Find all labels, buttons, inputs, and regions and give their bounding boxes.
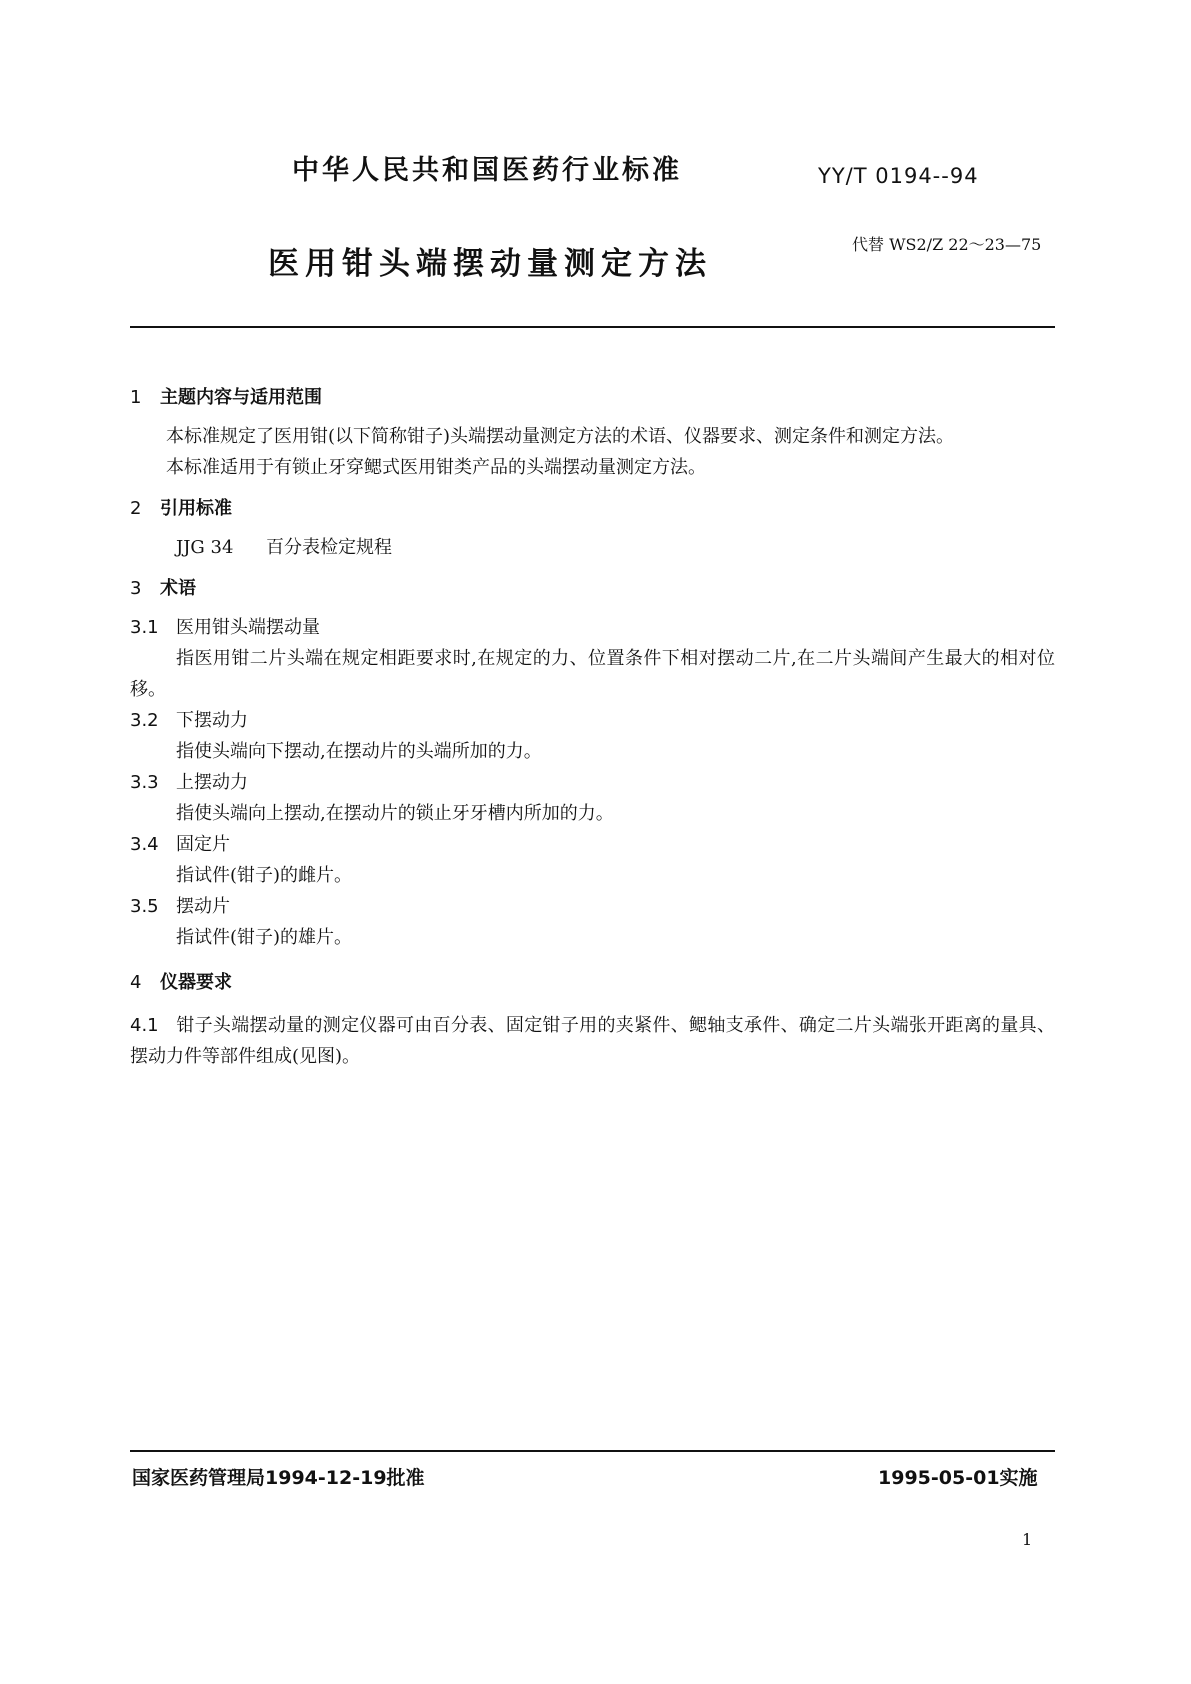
term-number: 3.1: [130, 617, 159, 638]
term-definition: 指医用钳二片头端在规定相距要求时,在规定的力、位置条件下相对摆动二片,在二片头端间产生最大的相对位移。: [130, 648, 1055, 700]
section-number: 1: [130, 387, 142, 408]
term-number: 3.2: [130, 710, 159, 731]
term-number: 3.4: [130, 834, 159, 855]
term-definition: 指试件(钳子)的雌片。: [176, 865, 353, 886]
section-number: 3: [130, 578, 142, 599]
section-number: 2: [130, 498, 142, 519]
section-heading-3: [130, 573, 1055, 604]
section-heading-4: [130, 967, 1055, 998]
approval-date: 国家医药管理局1994-12-19批准: [132, 1467, 425, 1489]
term-name: 固定片: [176, 834, 230, 855]
term-number: 3.5: [130, 896, 159, 917]
term-heading: [130, 829, 1055, 860]
term-heading: [130, 705, 1055, 736]
term-name: 下摆动力: [176, 710, 248, 731]
term-definition: 指使头端向下摆动,在摆动片的头端所加的力。: [176, 741, 542, 762]
section-title: 引用标准: [160, 498, 232, 519]
footer-divider: [130, 1450, 1055, 1452]
section-heading-2: [130, 493, 1055, 524]
clause-4-1: [130, 1010, 1055, 1072]
term-name: 医用钳头端摆动量: [176, 617, 320, 638]
standard-code: YY/T 0194--94: [818, 164, 979, 188]
term-heading: [130, 767, 1055, 798]
document-title: 医用钳头端摆动量测定方法: [268, 246, 712, 282]
reference-code: JJG 34: [176, 537, 234, 558]
header-divider: [130, 326, 1055, 328]
clause-text: 钳子头端摆动量的测定仪器可由百分表、固定钳子用的夹紧件、鳃轴支承件、确定二片头端张开距离的量具、摆动力件等部件组成(见图)。: [130, 1015, 1055, 1067]
page-number: 1: [1022, 1530, 1033, 1549]
document-body: [130, 372, 1055, 1072]
implementation-date: 1995-05-01实施: [878, 1467, 1038, 1489]
paragraph: 本标准适用于有锁止牙穿鳃式医用钳类产品的头端摆动量测定方法。: [166, 457, 706, 478]
clause-number: 4.1: [130, 1015, 159, 1036]
normative-reference: [130, 532, 1055, 563]
section-title: 术语: [160, 578, 196, 599]
paragraph: 本标准规定了医用钳(以下简称钳子)头端摆动量测定方法的术语、仪器要求、测定条件和测定方法。: [166, 426, 955, 447]
term-heading: [130, 891, 1055, 922]
term-definition: 指使头端向上摆动,在摆动片的锁止牙牙槽内所加的力。: [176, 803, 614, 824]
term-heading: [130, 612, 1055, 643]
term-name: 摆动片: [176, 896, 230, 917]
issuing-body-heading: 中华人民共和国医药行业标准: [292, 155, 682, 186]
section-heading-1: [130, 382, 1055, 413]
term-number: 3.3: [130, 772, 159, 793]
term-definition: 指试件(钳子)的雄片。: [176, 927, 353, 948]
reference-title: 百分表检定规程: [266, 537, 392, 558]
section-title: 主题内容与适用范围: [160, 387, 322, 408]
replaces-note: 代替 WS2/Z 22～23—75: [852, 235, 1042, 254]
section-number: 4: [130, 972, 142, 993]
section-title: 仪器要求: [160, 972, 232, 993]
term-name: 上摆动力: [176, 772, 248, 793]
